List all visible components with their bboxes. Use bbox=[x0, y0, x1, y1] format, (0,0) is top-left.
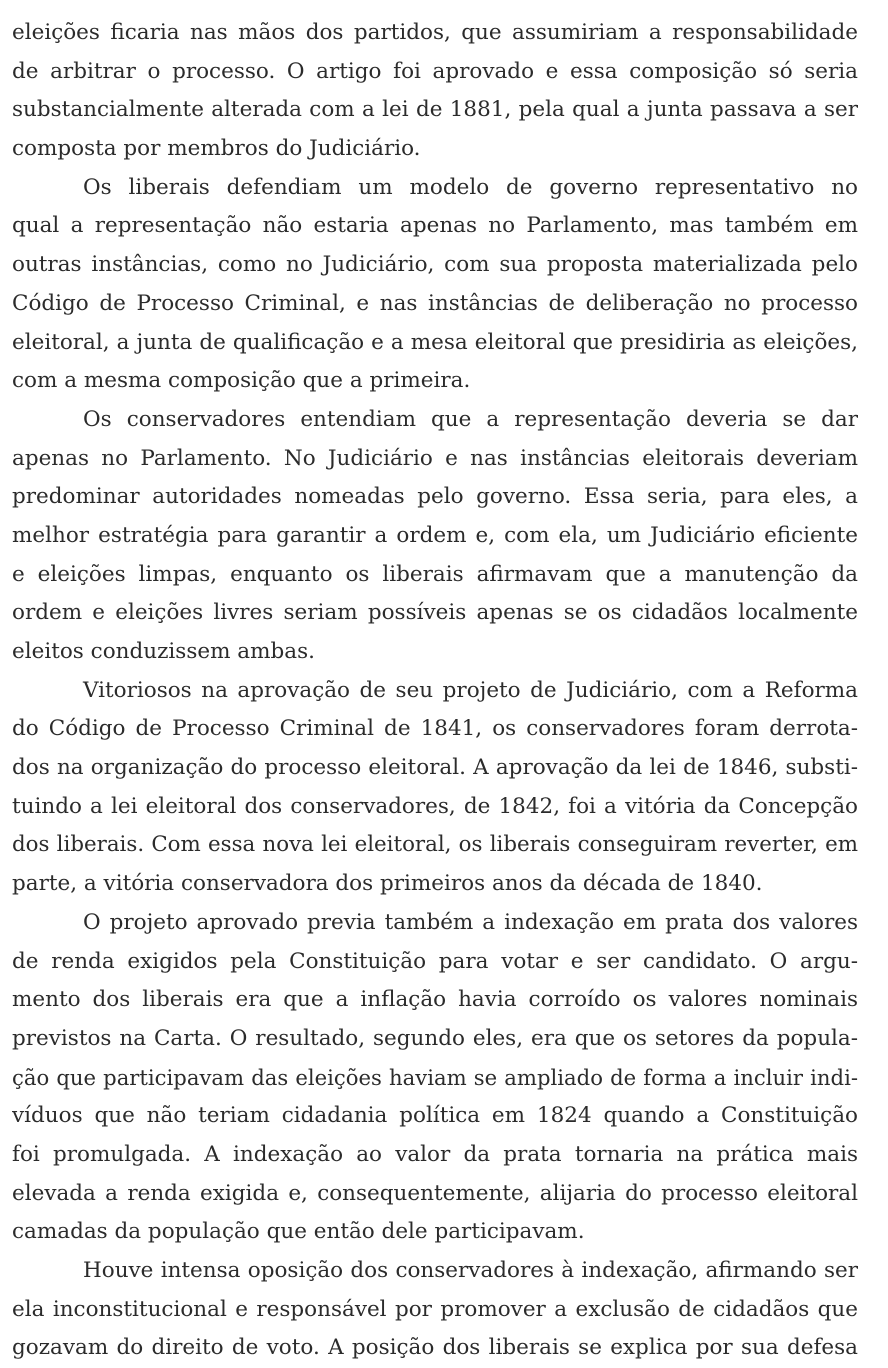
text-line: gozavam do direito de voto. A posição dos liberais se explica por sua defesa bbox=[12, 1335, 858, 1361]
text-line: ela inconstitucional e responsável por promover a exclusão de cidadãos que bbox=[12, 1296, 858, 1322]
text-line: eleitos conduzissem ambas. bbox=[12, 639, 315, 664]
text-line: víduos que não teriam cidadania política em 1824 quando a Constituição bbox=[12, 1103, 858, 1129]
text-line: camadas da população que então dele participavam. bbox=[12, 1219, 585, 1245]
text-line: de renda exigidos pela Constituição para votar e ser candidato. O argu- bbox=[12, 948, 858, 974]
text-line: mento dos liberais era que a inflação havia corroído os valores nominais bbox=[12, 987, 858, 1013]
text-line: previstos na Carta. O resultado, segundo eles, era que os setores da popula- bbox=[12, 1025, 858, 1051]
text-line: eleições ficaria nas mãos dos partidos, que assumiriam a responsabilidade bbox=[12, 20, 858, 45]
text-line: predominar autoridades nomeadas pelo governo. Essa seria, para eles, a bbox=[12, 484, 858, 510]
text-line: e eleições limpas, enquanto os liberais afirmavam que a manutenção da bbox=[12, 561, 858, 587]
paragraph-first-line: Houve intensa oposição dos conservadores à indexação, afirmando ser bbox=[83, 1258, 858, 1283]
text-line: de arbitrar o processo. O artigo foi aprovado e essa composição só seria bbox=[12, 58, 858, 84]
text-line: com a mesma composição que a primeira. bbox=[12, 368, 471, 394]
text-line: tuindo a lei eleitoral dos conservadores, de 1842, foi a vitória da Concepção bbox=[12, 793, 858, 819]
text-line: dos liberais. Com essa nova lei eleitoral, os liberais conseguiram reverter, em bbox=[12, 832, 858, 858]
text-line: substancialmente alterada com a lei de 1881, pela qual a junta passava a ser bbox=[12, 97, 858, 123]
body-text bbox=[12, 14, 858, 1368]
paragraph-first-line: Vitoriosos na aprovação de seu projeto de Judiciário, com a Reforma bbox=[83, 677, 858, 703]
text-line: eleitoral, a junta de qualificação e a mesa eleitoral que presidiria as eleições, bbox=[12, 329, 858, 355]
text-line: outras instâncias, como no Judiciário, com sua proposta materializada pelo bbox=[12, 252, 858, 278]
text-line: ção que participavam das eleições haviam se ampliado de forma a incluir indi- bbox=[12, 1064, 858, 1090]
text-line: ordem e eleições livres seriam possíveis apenas se os cidadãos localmente bbox=[12, 600, 858, 626]
text-line: qual a representação não estaria apenas no Parlamento, mas também em bbox=[12, 213, 858, 239]
text-line: apenas no Parlamento. No Judiciário e nas instâncias eleitorais deveriam bbox=[12, 445, 858, 471]
text-line: foi promulgada. A indexação ao valor da prata tornaria na prática mais bbox=[12, 1141, 858, 1167]
text-line: do Código de Processo Criminal de 1841, os conservadores foram derrota- bbox=[12, 716, 858, 742]
paragraph-first-line: Os liberais defendiam um modelo de governo representativo no bbox=[83, 174, 858, 200]
text-line: parte, a vitória conservadora dos primeiros anos da década de 1840. bbox=[12, 871, 763, 897]
paragraph-first-line: Os conservadores entendiam que a representação deveria se dar bbox=[83, 406, 858, 432]
text-line: Código de Processo Criminal, e nas instâncias de deliberação no processo bbox=[12, 290, 858, 316]
text-line: melhor estratégia para garantir a ordem e, com ela, um Judiciário eficiente bbox=[12, 522, 858, 548]
text-line: composta por membros do Judiciário. bbox=[12, 136, 421, 162]
paragraph-first-line: O projeto aprovado previa também a indexação em prata dos valores bbox=[83, 909, 858, 935]
text-line: elevada a renda exigida e, consequentemente, alijaria do processo eleitoral bbox=[12, 1180, 858, 1206]
text-line: dos na organização do processo eleitoral. A aprovação da lei de 1846, substi- bbox=[12, 755, 858, 781]
